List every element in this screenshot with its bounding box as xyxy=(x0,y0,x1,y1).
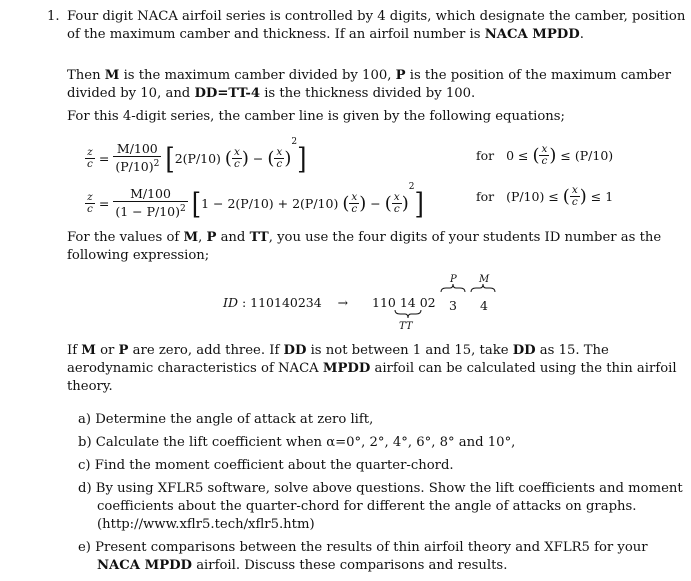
list-item-b: b) Calculate the lift coefficient when α=0°, 2°, 4°, 6°, 8° and 10°, xyxy=(78,435,516,450)
id-expression: ID : 110140234 → xyxy=(223,295,349,310)
rule-line2: aerodynamic characteristics of NACA MPDD airfoil can be calculated using the thin airfoil xyxy=(67,361,677,376)
question-number: 1. xyxy=(47,9,60,24)
id-instruction-line1: For the values of M, P and TT, you use the four digits of your students ID number as the xyxy=(67,230,662,245)
list-item-a: a) Determine the angle of attack at zero lift, xyxy=(78,412,374,427)
list-item-c: c) Find the moment coefficient about the quarter-chord. xyxy=(78,458,454,473)
question-intro-line1: Four digit NACA airfoil series is controlled by 4 digits, which designate the camber, position xyxy=(67,9,686,24)
id-instruction-line2: following expression; xyxy=(67,248,210,263)
definition-line2: divided by 10, and DD=TT-4 is the thickness divided by 100. xyxy=(67,86,476,101)
rule-line1: If M or P are zero, add three. If DD is not between 1 and 15, take DD as 15. The xyxy=(67,343,609,358)
label-tt: TT xyxy=(399,321,413,332)
list-item-e: e) Present comparisons between the results of thin airfoil theory and XFLR5 for your xyxy=(78,540,648,555)
question-intro-line2: of the maximum camber and thickness. If an airfoil number is NACA MPDD. xyxy=(67,27,584,42)
id-digits: 110 14 02 xyxy=(372,295,436,310)
label-p: P xyxy=(450,274,457,285)
camber-condition-2: for (P/10) ≤ ( $\frac{x}{c}$ ) ≤ 1 xyxy=(476,184,614,208)
camber-condition-1: for 0 ≤ ( $\frac{x}{c}$ ) ≤ (P/10) xyxy=(476,143,614,167)
label-m: M xyxy=(479,274,490,285)
naca-mpdd-bold: NACA MPDD xyxy=(484,27,580,42)
list-item-e-line2: NACA MPDD airfoil. Discuss these comparisons and results. xyxy=(97,558,508,573)
camber-equation-1: $\frac{z}{c}$ = $\frac{M/100}{(P/10)^2}$ [2(P/10) ( $\frac{x}{c}$ ) − ( $\frac{x}{c}$ )$^2$] xyxy=(87,137,307,176)
id-digit-m: 4 xyxy=(480,298,488,313)
list-item-d: d) By using XFLR5 software, solve above questions. Show the lift coefficients and moment xyxy=(78,481,683,496)
camber-intro: For this 4-digit series, the camber line is given by the following equations; xyxy=(67,109,565,124)
list-item-d-link[interactable]: (http://www.xflr5.tech/xflr5.htm) xyxy=(97,517,315,532)
camber-equation-2: $\frac{z}{c}$ = $\frac{M/100}{(1 - P/10)^2}$ [1 − 2(P/10) + 2(P/10) ( $\frac{x}{c}$ ) − ( $\frac{x}{c}$ )$^2$] xyxy=(87,182,424,221)
definition-line1: Then M is the maximum camber divided by 100, P is the position of the maximum camber xyxy=(67,68,672,83)
rule-line3: theory. xyxy=(67,379,113,394)
list-item-d-line2: coefficients about the quarter-chord for different the angle of attacks on graphs. xyxy=(97,499,637,514)
arrow-icon: → xyxy=(337,295,349,310)
id-digit-p: 3 xyxy=(449,298,457,313)
